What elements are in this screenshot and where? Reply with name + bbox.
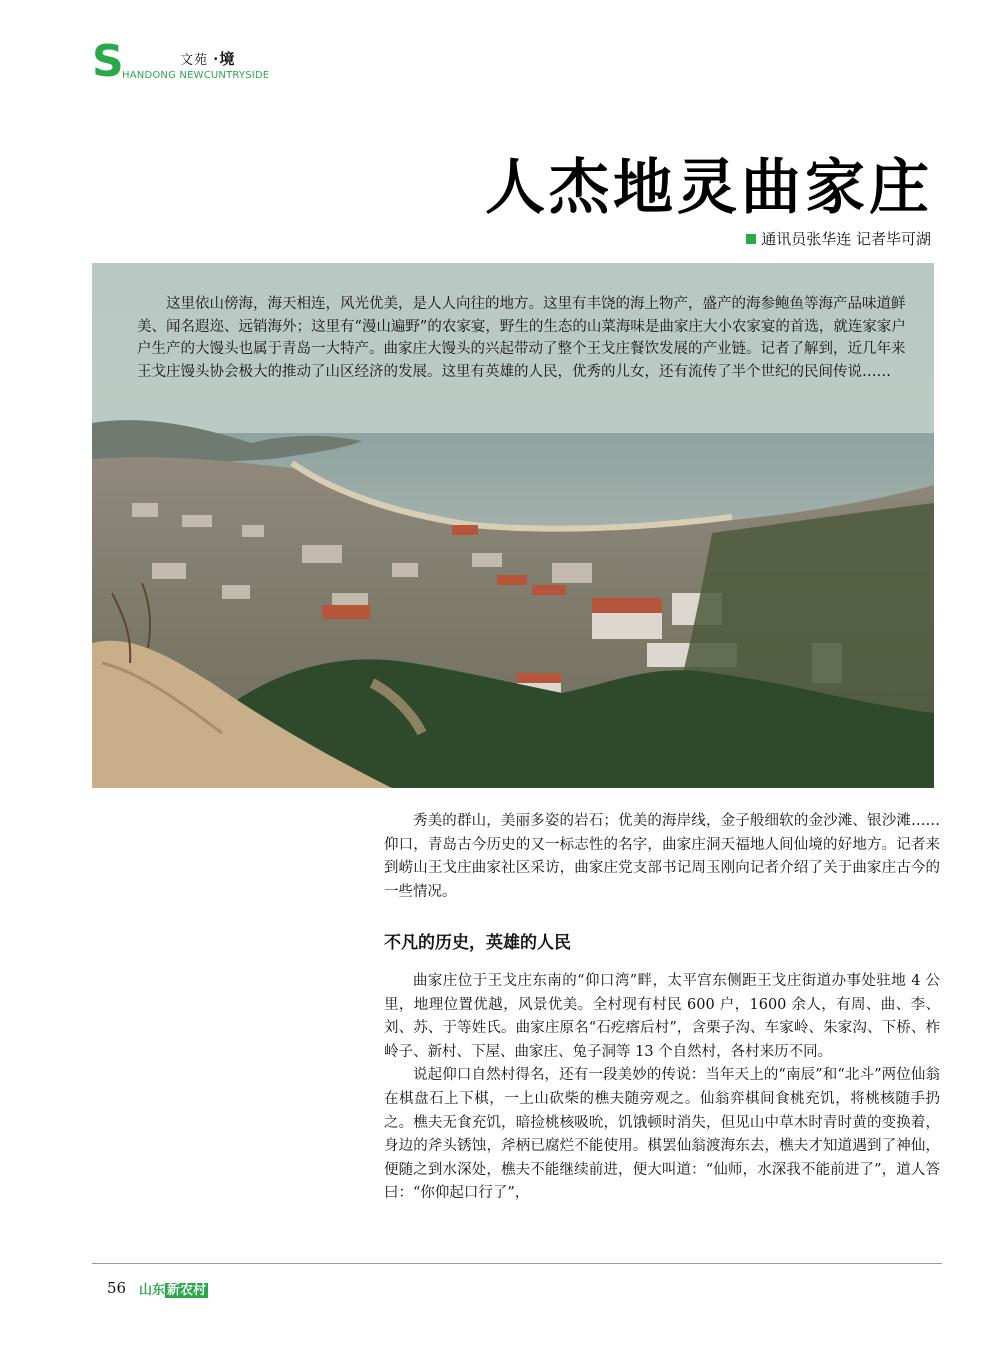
logo-letter: S bbox=[92, 36, 124, 87]
section-heading: 不凡的历史，英雄的人民 bbox=[384, 933, 571, 953]
page-number: 56 bbox=[107, 1279, 127, 1297]
intro-paragraph: 这里依山傍海，海天相连，风光优美，是人人向往的地方。这里有丰饶的海上物产，盛产的海参鲍鱼等海产品味道鲜美、闻名遐迩、远销海外；这里有“漫山遍野”的农家宴，野生的生态的山菜海味是曲家庄大小农家宴的首选，就连家家户户生产的大馒头也属于青岛一大特产。曲家庄大馒头的兴起带动了整个王戈庄餐饮发展的产业链。记者了解到，近几年来王戈庄馒头协会极大的推动了山区经济的发展。这里有英雄的人民，优秀的儿女，还有流传了半个世纪的民间传说…… bbox=[137, 296, 906, 380]
magazine-logo bbox=[139, 1279, 208, 1298]
coastal-village-photo bbox=[92, 263, 934, 788]
green-square-icon bbox=[746, 234, 756, 244]
logo-section: 境 bbox=[219, 50, 236, 68]
paragraph-1: 秀美的群山，美丽多姿的岩石；优美的海岸线，金子般细软的金沙滩、银沙滩……仰口，青岛古今历史的又一标志性的名字，曲家庄洞天福地人间仙境的好地方。记者来到崂山王戈庄曲家社区采访，曲家庄党支部书记周玉刚向记者介绍了关于曲家庄古今的一些情况。 bbox=[384, 813, 940, 900]
byline bbox=[746, 228, 931, 249]
body-column-1 bbox=[384, 810, 940, 904]
magazine-suffix: 新农村 bbox=[167, 1283, 207, 1298]
body-column-2 bbox=[384, 970, 940, 1206]
magazine-section-logo bbox=[92, 36, 282, 87]
logo-category bbox=[180, 48, 235, 69]
magazine-prefix: 山东 bbox=[139, 1283, 166, 1298]
paragraph-3: 说起仰口自然村得名，还有一段美妙的传说：当年天上的“南辰”和“北斗”两位仙翁在棋盘石上下棋，一上山砍柴的樵夫随旁观之。仙翁弈棋间食桃充饥，将桃核随手扔之。樵夫无食充饥，暗捡桃核吸吮，饥饿顿时消失，但见山中草木时青时黄的变换着，身边的斧头锈蚀，斧柄已腐烂不能使用。棋罢仙翁渡海东去，樵夫才知道遇到了神仙，便随之到水深处，樵夫不能继续前进，便大叫道：“仙师，水深我不能前进了”，道人答曰：“你仰起口行了”， bbox=[384, 1067, 940, 1202]
logo-subtitle: HANDONG NEWCUNTRYSIDE bbox=[122, 70, 270, 81]
byline-text: 通讯员张华连 记者毕可湖 bbox=[761, 230, 931, 248]
logo-category-text: 文苑 bbox=[180, 53, 209, 68]
footer-divider bbox=[92, 1263, 942, 1264]
logo-dot: · bbox=[213, 50, 220, 68]
article-title: 人杰地灵曲家庄 bbox=[485, 153, 933, 223]
paragraph-2: 曲家庄位于王戈庄东南的“仰口湾”畔，太平宫东侧距王戈庄街道办事处驻地 4 公里，地理位置优越，风景优美。全村现有村民 600 户，1600 余人，有周、曲、李、刘、苏、于等姓氏。曲家庄原名“石疙瘩后村”，含栗子沟、车家岭、朱家沟、下桥、柞岭子、新村、下屋、曲家庄、兔子洞等 13 个自然村，各村来历不同。 bbox=[384, 973, 940, 1060]
